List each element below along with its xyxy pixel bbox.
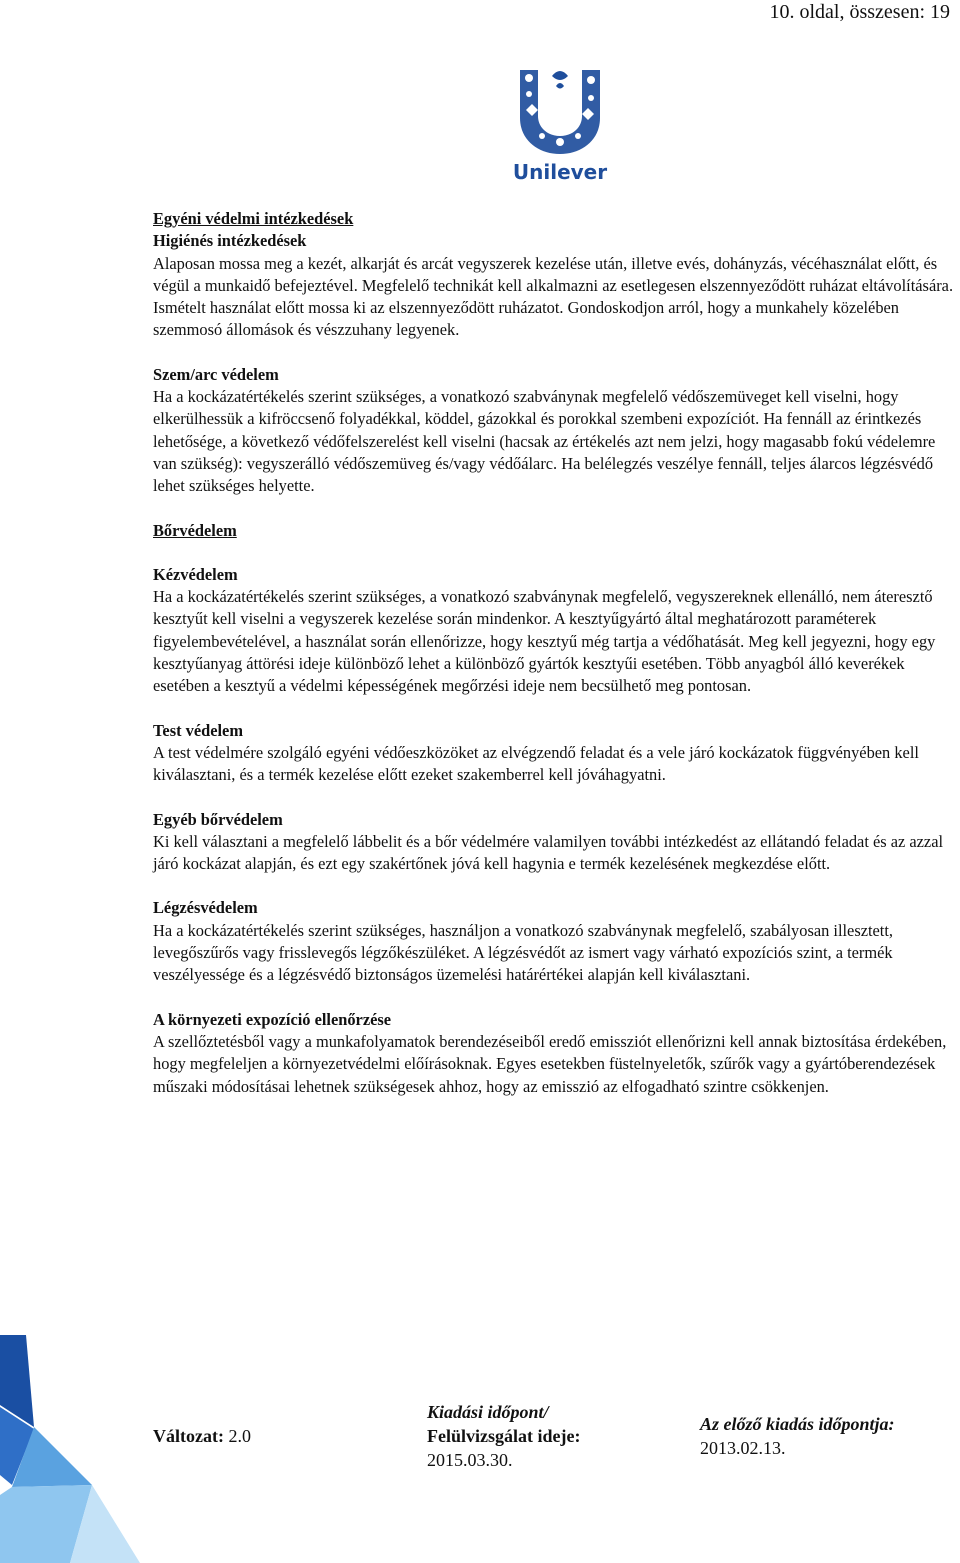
- section-text-respiratory: Ha a kockázatértékelés szerint szükséges, használjon a vonatkozó szabványnak megfelelő, szabályosan illesztett, levegőszűrős vagy frisslevegős légzőkészüléket. A légzésvédőt az ismert vagy várható expozíciós szint, a termék veszélyessége és a légzésvédő biztonságos üzemelési határértékei alapján kell kiválasztani.: [153, 920, 894, 985]
- section-title-respiratory: Légzésvédelem: [153, 898, 258, 918]
- issue-label-line1: Kiadási időpont/: [427, 1402, 549, 1422]
- unilever-logo: [508, 66, 612, 184]
- section-text-hygiene: Alaposan mossa meg a kezét, alkarját és arcát vegyszerek kezelése után, illetve evés, dohányzás, vécéhasználat előtt, és végül a munkaidő befejeztével. Megfelelő technikát kell alkalmazni az esetlegesen elszennyeződött ruházat eltávolítására. Ismételt használat előtt mossa ki az elszennyeződött ruházatot. Gondoskodjon arról, hogy a munkahely közelében szemmosó állomások és vészzuhany legyenek.: [153, 253, 954, 340]
- section-title-other-skin: Egyéb bőrvédelem: [153, 809, 283, 829]
- footer-version: [153, 1424, 251, 1448]
- section-text-environment: A szellőztetésből vagy a munkafolyamatok berendezéseiből eredő emissziót ellenőrizni kell annak biztosítása érdekében, hogy megfeleljen a környezetvédelmi előírásoknak. Egyes esetekben füstelnyeletők, szűrők vagy a gyártóberendezések műszaki módosításai lehetnek szükségesek ahhoz, hogy az emisszió az elfogadható szintre csökkenjen.: [153, 1031, 947, 1096]
- issue-label-line2: Felülvizsgálat ideje:: [427, 1426, 581, 1446]
- page-number: 10. oldal, összesen: 19: [769, 1, 950, 23]
- section-text-body: A test védelmére szolgáló egyéni védőeszközöket az elvégzendő feladat és a vele járó kockázatok függvényében kell kiválasztani, és a termék kezelése előtt ezeket szakemberrel kell jóváhagyatni.: [153, 742, 919, 785]
- section-text-eye: Ha a kockázatértékelés szerint szükséges, a vonatkozó szabványnak megfelelő védőszemüveget kell viselni, hogy elkerülhessük a kifröccsenő folyadékkal, köddel, gázokkal és porokkal szembeni expozíciót. Ha fennáll az érintkezés lehetősége, a következő védőfelszerelést kell viselni (hacsak az értékelés azt nem jelzi, hogy magasabb fokú védelemre van szükség): vegyszerálló védőszemüveg és/vagy védőálarc. Ha belélegzés veszélye fennáll, teljes álarcos légzésvédő lehet szükséges helyette.: [153, 387, 936, 496]
- footer-previous-issue: [700, 1412, 895, 1460]
- section-title-body: Test védelem: [153, 720, 243, 740]
- footer-issue-date: [427, 1400, 580, 1472]
- issue-date-value: 2015.03.30.: [427, 1450, 513, 1470]
- svg-text:Unilever: Unilever: [512, 160, 608, 184]
- section-text-other-skin: Ki kell választani a megfelelő lábbelit és a bőr védelmére valamilyen további intézkedést az ellátandó feladat és az azzal járó kockázat alapján, és ezt egy szakértőnek jóvá kell hagynia e termék kezelésének megkezdése előtt.: [153, 831, 944, 874]
- prev-issue-value: 2013.02.13.: [700, 1438, 786, 1458]
- section-title-hygiene: Higiénés intézkedések: [153, 231, 307, 251]
- section-title-environment: A környezeti expozíció ellenőrzése: [153, 1009, 392, 1029]
- section-title-eye: Szem/arc védelem: [153, 364, 279, 384]
- section-title-hand: Kézvédelem: [153, 564, 238, 584]
- section-title-personal: Egyéni védelmi intézkedések: [153, 209, 354, 228]
- version-value: 2.0: [228, 1426, 251, 1446]
- prev-issue-label: Az előző kiadás időpontja:: [700, 1414, 895, 1434]
- footer-decoration: [0, 1335, 140, 1563]
- section-text-hand: Ha a kockázatértékelés szerint szükséges, a vonatkozó szabványnak megfelelő, vegyszereknek ellenálló, nem áteresztő kesztyűt kell viselni a vegyszerek kezelése során mindenkor. A kesztyűgyártó által meghatározott paraméterek figyelembevételével, a használat során ellenőrizze, hogy kesztyű még tartja a védőhatását. Meg kell jegyezni, hogy egy kesztyűanyag áttörési ideje különböző lehet a különböző gyártók kesztyűi esetében. Több anyagból álló keverékek esetében a kesztyű a védelmi képességének megőrzési ideje nem becsülhető meg pontosan.: [153, 587, 936, 696]
- version-label: Változat:: [153, 1426, 224, 1446]
- document-body: [153, 208, 958, 1098]
- section-title-skin: Bőrvédelem: [153, 520, 237, 540]
